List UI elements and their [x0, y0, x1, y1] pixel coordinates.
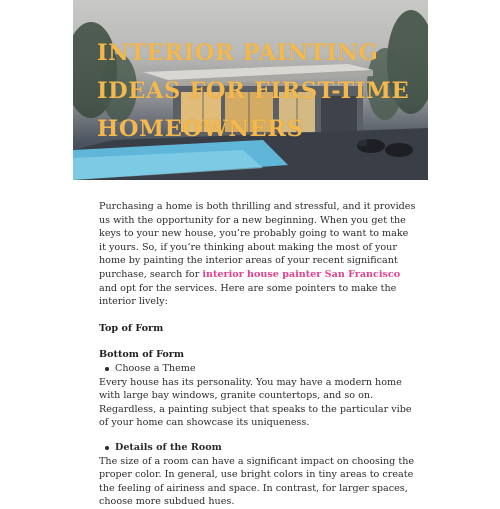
bullet-choose-theme: Choose a Theme	[99, 362, 417, 376]
interior-painter-link[interactable]: interior house painter San Francisco	[202, 268, 401, 280]
theme-paragraph: Every house has its personality. You may have a modern home with large bay windows, granite countertops, and so on. Regardless, a painting subject that speaks to the particular vibe of your home can showcase its uniqueness.	[99, 376, 412, 429]
intro-paragraph	[99, 200, 417, 309]
room-details-paragraph: The size of a room can have a significant impact on choosing the proper color. In general, use bright colors in tiny areas to create the feeling of airiness and space. In contrast, for larger spaces, choose more subdued hues.	[99, 455, 415, 508]
article-body	[99, 200, 417, 509]
hero-image	[73, 0, 428, 180]
intro-text-start: Purchasing a home is both thrilling and stressful, and it provides us with the opportunity for a new beginning. When you get the keys to your new house, you’re probably going to want to make it yours. So, if you’re thinking about making the most of your home by painting the interior areas of your recent significant purchase, search for	[99, 201, 416, 280]
page-title: INTERIOR PAINTING IDEAS FOR FIRST-TIME HOMEOWNERS	[97, 40, 410, 142]
intro-text-end: and opt for the services. Here are some pointers to make the interior lively:	[99, 282, 397, 308]
bottom-of-form-heading: Bottom of Form	[99, 349, 185, 361]
bullet-room-details: Details of the Room	[99, 441, 417, 455]
top-of-form-heading: Top of Form	[99, 322, 164, 334]
